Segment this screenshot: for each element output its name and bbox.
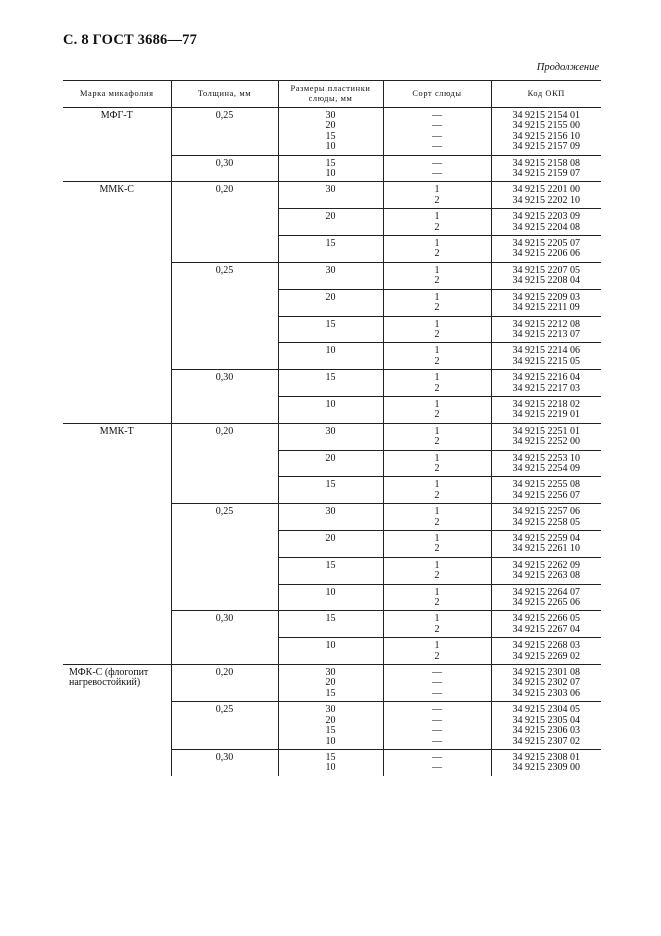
plate-size-cell [278,665,383,702]
plate-size-cell [278,236,383,263]
grade-value: 1 [434,345,440,357]
okp-code-cell [491,531,601,558]
grade-cell [383,423,491,450]
plate-size-value: 10 [325,762,336,774]
okp-code-value: 34 9215 2251 01 [512,425,580,437]
plate-size-cell [278,638,383,665]
plate-size-cell [278,209,383,236]
grade-value: — [432,714,442,726]
grade-value: 1 [434,184,440,196]
grade-value: — [432,110,442,121]
column-header-grade: Сорт слюды [383,81,491,108]
okp-code-value: 34 9215 2217 03 [512,382,580,394]
okp-code-value: 34 9215 2268 03 [512,640,580,652]
plate-size-value: 15 [325,751,336,763]
okp-code-cell [491,108,601,156]
grade-value: — [432,725,442,737]
grade-cell [383,504,491,531]
grade-cell [383,316,491,343]
okp-code-value: 34 9215 2209 03 [512,291,580,303]
table-body [63,108,601,776]
plate-size-value: 10 [325,398,336,410]
grade-value: 2 [434,516,440,528]
okp-code-value: 34 9215 2253 10 [512,452,580,464]
mark-cell [63,182,171,423]
okp-code-value: 34 9215 2155 00 [512,120,580,132]
okp-code-value: 34 9215 2303 06 [512,687,580,699]
table-row [63,182,601,209]
okp-code-value: 34 9215 2219 01 [512,409,580,421]
thickness-cell: 0,30 [171,749,278,775]
plate-size-value: 15 [325,372,336,384]
grade-value: 1 [434,533,440,544]
plate-size-value: 15 [325,238,336,250]
grade-value: 2 [434,489,440,501]
okp-code-value: 34 9215 2252 00 [512,436,580,448]
okp-code-cell [491,749,601,775]
grade-cell [383,209,491,236]
grade-cell [383,370,491,397]
plate-size-cell [278,584,383,611]
table-row [63,665,601,702]
plate-size-value: 20 [325,211,336,223]
okp-code-value: 34 9215 2305 04 [512,714,580,726]
grade-cell [383,477,491,504]
okp-code-value: 34 9215 2157 09 [512,141,580,153]
okp-code-cell [491,316,601,343]
plate-size-value: 10 [325,586,336,598]
plate-size-value: 15 [325,318,336,330]
okp-code-value: 34 9215 2159 07 [512,168,580,180]
okp-code-cell [491,477,601,504]
column-header-thickness: Толщина, мм [171,81,278,108]
plate-size-cell [278,702,383,750]
okp-code-value: 34 9215 2301 08 [512,667,580,679]
grade-value: 2 [434,328,440,340]
column-header-mark: Марка микафолия [63,81,171,108]
plate-size-value: 10 [325,168,336,180]
plate-size-cell [278,370,383,397]
thickness-cell: 0,30 [171,370,278,424]
okp-code-value: 34 9215 2205 07 [512,238,580,250]
plate-size-cell [278,316,383,343]
okp-code-value: 34 9215 2266 05 [512,613,580,625]
grade-value: 1 [434,559,440,571]
thickness-cell: 0,20 [171,423,278,503]
okp-code-value: 34 9215 2302 07 [512,677,580,689]
plate-size-value: 30 [325,667,336,679]
okp-code-value: 34 9215 2254 09 [512,462,580,474]
page-header: С. 8 ГОСТ 3686—77 [63,32,198,48]
okp-code-value: 34 9215 2259 04 [512,533,580,544]
okp-code-value: 34 9215 2256 07 [512,489,580,501]
plate-size-cell [278,611,383,638]
okp-code-value: 34 9215 2206 06 [512,248,580,260]
okp-code-value: 34 9215 2267 04 [512,623,580,635]
plate-size-value: 20 [325,120,336,132]
plate-size-value: 15 [325,479,336,491]
okp-code-value: 34 9215 2257 06 [512,506,580,518]
plate-size-value: 15 [325,613,336,625]
okp-code-value: 34 9215 2269 02 [512,650,580,662]
mark-name: ММК-Т [99,425,134,437]
column-header-okp-code: Код ОКП [491,81,601,108]
grade-cell [383,638,491,665]
okp-code-value: 34 9215 2216 04 [512,372,580,384]
plate-size-value: 20 [325,677,336,689]
grade-value: 1 [434,291,440,303]
grade-value: — [432,762,442,774]
okp-code-value: 34 9215 2202 10 [512,194,580,206]
grade-cell [383,702,491,750]
okp-code-value: 34 9215 2201 00 [512,184,580,196]
okp-code-value: 34 9215 2304 05 [512,704,580,716]
grade-value: — [432,130,442,142]
grade-value: — [432,120,442,132]
okp-code-cell [491,155,601,182]
okp-code-value: 34 9215 2262 09 [512,559,580,571]
okp-code-value: 34 9215 2207 05 [512,264,580,276]
okp-code-value: 34 9215 2264 07 [512,586,580,598]
okp-code-cell [491,262,601,289]
grade-value: 1 [434,425,440,437]
okp-code-value: 34 9215 2213 07 [512,328,580,340]
thickness-cell: 0,30 [171,611,278,665]
grade-value: — [432,687,442,699]
mark-name: ММК-С [99,184,134,196]
thickness-cell: 0,20 [171,182,278,262]
grade-cell [383,450,491,477]
grade-value: 1 [434,506,440,518]
plate-size-value: 20 [325,452,336,464]
okp-code-value: 34 9215 2158 08 [512,157,580,169]
okp-code-cell [491,450,601,477]
okp-code-cell [491,557,601,584]
plate-size-cell [278,423,383,450]
grade-value: — [432,168,442,180]
mark-cell [63,108,171,182]
plate-size-value: 30 [325,184,336,196]
okp-code-cell [491,209,601,236]
grade-value: 2 [434,570,440,582]
okp-code-value: 34 9215 2258 05 [512,516,580,528]
grade-value: 2 [434,462,440,474]
mark-cell [63,423,171,664]
plate-size-value: 20 [325,291,336,303]
plate-size-cell [278,396,383,423]
grade-value: 1 [434,372,440,384]
grade-value: 2 [434,543,440,555]
grade-value: — [432,735,442,747]
okp-code-value: 34 9215 2309 00 [512,762,580,774]
okp-code-cell [491,584,601,611]
okp-code-value: 34 9215 2218 02 [512,398,580,410]
grade-value: 2 [434,221,440,233]
grade-cell [383,108,491,156]
okp-code-value: 34 9215 2204 08 [512,221,580,233]
table-row [63,423,601,450]
grade-value: 1 [434,398,440,410]
grade-cell [383,343,491,370]
thickness-cell: 0,30 [171,155,278,182]
okp-code-cell [491,289,601,316]
grade-value: — [432,667,442,679]
thickness-cell: 0,25 [171,504,278,611]
plate-size-value: 10 [325,345,336,357]
plate-size-value: 30 [325,425,336,437]
grade-value: 2 [434,436,440,448]
okp-code-value: 34 9215 2255 08 [512,479,580,491]
grade-cell [383,262,491,289]
grade-value: 2 [434,623,440,635]
okp-code-cell [491,396,601,423]
okp-code-value: 34 9215 2265 06 [512,597,580,609]
okp-code-cell [491,343,601,370]
grade-value: — [432,704,442,716]
grade-value: 1 [434,264,440,276]
plate-size-value: 15 [325,725,336,737]
okp-code-value: 34 9215 2208 04 [512,275,580,287]
okp-code-value: 34 9215 2214 06 [512,345,580,357]
okp-code-cell [491,665,601,702]
okp-code-cell [491,423,601,450]
plate-size-cell [278,343,383,370]
grade-value: 1 [434,238,440,250]
okp-code-value: 34 9215 2263 08 [512,570,580,582]
plate-size-value: 30 [325,704,336,716]
grade-value: 2 [434,650,440,662]
plate-size-cell [278,262,383,289]
plate-size-cell [278,504,383,531]
thickness-cell: 0,25 [171,262,278,369]
okp-code-cell [491,370,601,397]
okp-code-value: 34 9215 2306 03 [512,725,580,737]
grade-value: 2 [434,355,440,367]
thickness-cell: 0,25 [171,702,278,750]
grade-cell [383,155,491,182]
grade-cell [383,289,491,316]
plate-size-cell [278,155,383,182]
okp-code-cell [491,611,601,638]
grade-value: 2 [434,597,440,609]
grade-value: — [432,157,442,169]
grade-cell [383,182,491,209]
grade-value: 1 [434,452,440,464]
table-row [63,108,601,156]
plate-size-cell [278,531,383,558]
plate-size-value: 10 [325,640,336,652]
plate-size-value: 10 [325,735,336,747]
grade-value: — [432,677,442,689]
grade-value: 2 [434,409,440,421]
okp-code-value: 34 9215 2261 10 [512,543,580,555]
grade-value: 2 [434,194,440,206]
grade-value: 2 [434,382,440,394]
grade-cell [383,396,491,423]
grade-value: 1 [434,640,440,652]
plate-size-value: 15 [325,687,336,699]
table-header [63,81,601,108]
plate-size-value: 15 [325,130,336,142]
plate-size-cell [278,182,383,209]
mark-name: МФГ-Т [100,110,133,121]
okp-code-value: 34 9215 2156 10 [512,130,580,142]
okp-code-value: 34 9215 2308 01 [512,751,580,763]
plate-size-value: 15 [325,157,336,169]
grade-cell [383,236,491,263]
okp-code-cell [491,638,601,665]
grade-cell [383,749,491,775]
grade-cell [383,557,491,584]
grade-cell [383,611,491,638]
thickness-cell: 0,20 [171,665,278,702]
plate-size-value: 20 [325,714,336,726]
plate-size-cell [278,749,383,775]
grade-cell [383,584,491,611]
plate-size-value: 10 [325,141,336,153]
plate-size-cell [278,450,383,477]
plate-size-cell [278,289,383,316]
grade-value: — [432,141,442,153]
okp-code-value: 34 9215 2212 08 [512,318,580,330]
grade-value: — [432,751,442,763]
okp-code-value: 34 9215 2154 01 [512,110,580,121]
plate-size-value: 30 [325,110,336,121]
mark-cell [63,665,171,776]
plate-size-cell [278,557,383,584]
plate-size-cell [278,477,383,504]
grade-cell [383,665,491,702]
okp-code-value: 34 9215 2215 05 [512,355,580,367]
thickness-cell: 0,25 [171,108,278,156]
plate-size-value: 30 [325,264,336,276]
mica-grade-table [63,80,601,776]
continuation-label: Продолжение [536,62,599,73]
grade-value: 1 [434,479,440,491]
mark-name: МФК-С (флогопит нагревостойкий) [69,667,149,689]
okp-code-value: 34 9215 2211 09 [512,302,580,314]
plate-size-value: 20 [325,533,336,544]
grade-value: 1 [434,318,440,330]
grade-value: 2 [434,302,440,314]
okp-code-value: 34 9215 2307 02 [512,735,580,747]
okp-code-cell [491,702,601,750]
plate-size-cell [278,108,383,156]
grade-value: 2 [434,275,440,287]
grade-value: 1 [434,586,440,598]
grade-value: 1 [434,211,440,223]
column-header-plate-size: Размеры пластинки слюды, мм [278,81,383,108]
okp-code-cell [491,504,601,531]
grade-cell [383,531,491,558]
plate-size-value: 15 [325,559,336,571]
okp-code-cell [491,182,601,209]
okp-code-cell [491,236,601,263]
grade-value: 1 [434,613,440,625]
plate-size-value: 30 [325,506,336,518]
grade-value: 2 [434,248,440,260]
okp-code-value: 34 9215 2203 09 [512,211,580,223]
